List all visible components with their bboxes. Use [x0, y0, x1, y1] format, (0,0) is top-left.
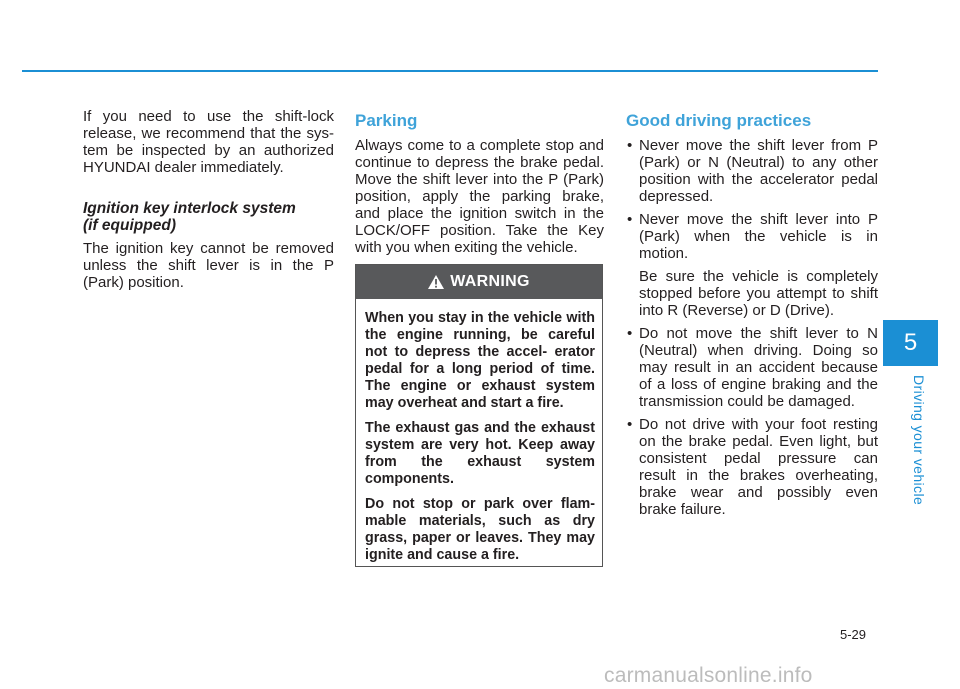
interlock-heading-line2: (if equipped): [83, 217, 176, 234]
list-item: [626, 416, 878, 518]
list-item: [626, 211, 878, 319]
warning-paragraph: The exhaust gas and the exhaust system are very hot. Keep away from the exhaust system components.: [365, 420, 595, 487]
parking-heading: Parking: [355, 111, 418, 130]
right-column: [626, 111, 878, 524]
interlock-paragraph: The ignition key cannot be removed unless the shift lever is in the P (Park) position.: [83, 240, 334, 291]
shift-lock-paragraph: If you need to use the shift-lock release, we recommend that the sys- tem be inspected by an authorized HYUNDAI dealer immediately.: [83, 108, 334, 176]
top-rule: [22, 70, 878, 72]
bullet-text: Do not move the shift lever to N (Neutral) when driving. Doing so may result in an accident because of a loss of engine braking and the transmission could be damaged.: [639, 325, 878, 410]
chapter-tab: 5: [883, 320, 938, 366]
left-column: [83, 108, 334, 291]
interlock-heading: [83, 200, 334, 234]
warning-box: [355, 264, 603, 567]
warning-paragraph: When you stay in the vehicle with the engine running, be careful not to depress the accel- erator pedal for a long period of time. The engine or exhaust system may overheat and start a fire.: [365, 310, 595, 411]
bullet-text: Never move the shift lever into P (Park) when the vehicle is in motion.: [639, 211, 878, 262]
warning-triangle-icon: [428, 275, 444, 289]
bullet-text: Never move the shift lever from P (Park) or N (Neutral) to any other position with the accelerator pedal depressed.: [639, 137, 878, 205]
bullet-extra-text: Be sure the vehicle is completely stopped before you attempt to shift into R (Reverse) or D (Drive).: [639, 268, 878, 319]
chapter-label: Driving your vehicle: [911, 375, 927, 506]
bullet-text: Do not drive with your foot resting on the brake pedal. Even light, but consistent pedal pressure can result in the brakes overheating, brake wear and possibly even brake failure.: [639, 416, 878, 518]
warning-header: [356, 265, 602, 299]
parking-paragraph: Always come to a complete stop and continue to depress the brake pedal. Move the shift lever into the P (Park) position, apply the parking brake, and place the ignition switch in the LOCK/OFF position. Take the Key with you when exiting the vehicle.: [355, 137, 604, 256]
middle-column: [355, 111, 604, 256]
interlock-heading-line1: Ignition key interlock system: [83, 200, 296, 217]
warning-body: [356, 299, 602, 564]
list-item: [626, 325, 878, 410]
warning-paragraph: Do not stop or park over flam- mable materials, such as dry grass, paper or leaves. They may ignite and cause a fire.: [365, 496, 595, 563]
good-driving-list: [626, 137, 878, 518]
list-item: [626, 137, 878, 205]
chapter-side-label: [909, 375, 929, 506]
watermark: carmanualsonline.info: [604, 664, 813, 687]
page-number: 5-29: [840, 627, 867, 642]
warning-title: WARNING: [450, 273, 530, 290]
good-driving-heading: Good driving practices: [626, 111, 812, 130]
